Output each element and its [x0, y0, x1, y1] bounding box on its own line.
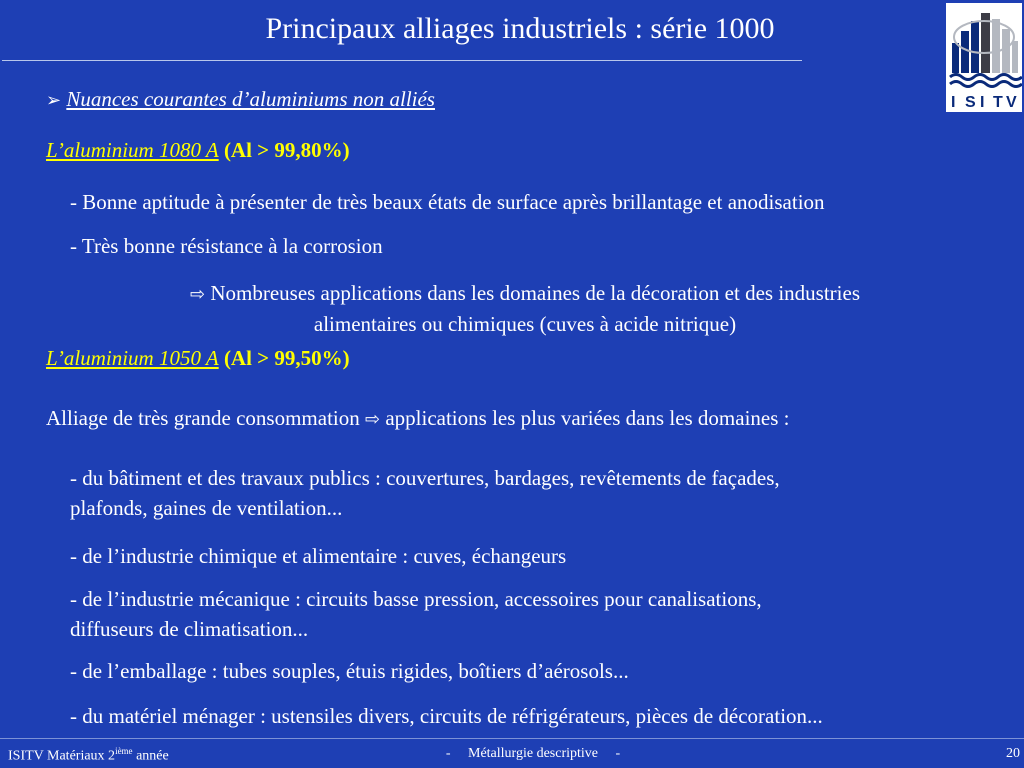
footer-subject: - Métallurgie descriptive -	[445, 746, 621, 761]
alloy-1080-heading	[46, 138, 350, 163]
usage-bullet-line1: - de l’industrie chimique et alimentaire : cuves, échangeurs	[70, 544, 567, 568]
alloy-1050-intro	[46, 406, 790, 431]
alloy-1050-spec: (Al > 99,50%)	[223, 346, 350, 370]
right-arrow-icon: ⇨	[365, 409, 381, 430]
logo-letter: I	[980, 94, 985, 111]
logo-letter: T	[993, 94, 1003, 111]
section-heading	[46, 87, 435, 112]
right-arrow-icon: ⇨	[189, 284, 206, 305]
intro-text-after: applications les plus variées dans les domaines :	[385, 406, 790, 430]
page-number: 20	[1006, 746, 1020, 761]
logo-letter: V	[1006, 94, 1017, 111]
bullet-arrow-icon: ➢	[46, 90, 62, 111]
logo-letter: I	[951, 94, 956, 111]
alloy-1080-bullet: - Très bonne résistance à la corrosion	[70, 234, 383, 258]
footer-course-suffix: année	[132, 748, 169, 764]
alloy-1050-name: L’aluminium 1050 A	[46, 346, 219, 370]
usage-bullet-line1: - du bâtiment et des travaux publics : couvertures, bardages, revêtements de façades,	[70, 466, 780, 490]
logo-letter: S	[965, 94, 976, 111]
alloy-1080-name: L’aluminium 1080 A	[46, 138, 219, 162]
footer-course-prefix: ISITV Matériaux 2	[8, 748, 116, 764]
title-divider	[2, 60, 802, 61]
alloy-1050-heading	[46, 346, 350, 371]
alloy-1080-bullet: - Bonne aptitude à présenter de très beaux états de surface après brillantage et anodisation	[70, 190, 825, 214]
footer-divider	[0, 738, 1024, 739]
usage-bullet-line2: plafonds, gaines de ventilation...	[70, 496, 343, 520]
usage-bullet-line1: - de l’industrie mécanique : circuits basse pression, accessoires pour canalisations,	[70, 587, 762, 611]
slide-title: Principaux alliages industriels : série 1000	[265, 12, 775, 45]
footer-course-superscript: ième	[115, 746, 133, 756]
usage-bullet-line1: - du matériel ménager : ustensiles divers, circuits de réfrigérateurs, pièces de décoration...	[70, 704, 823, 728]
isitv-logo	[946, 3, 1022, 112]
alloy-1080-spec: (Al > 99,80%)	[223, 138, 350, 162]
consequence-text-line1: Nombreuses applications dans les domaines de la décoration et des industries	[210, 281, 860, 305]
usage-bullet-line2: diffuseurs de climatisation...	[70, 617, 309, 641]
consequence-text-line2: alimentaires ou chimiques (cuves à acide nitrique)	[313, 312, 737, 336]
isitv-logo-graphic	[946, 3, 1022, 112]
section-heading-text: Nuances courantes d’aluminiums non alliés	[66, 87, 435, 111]
alloy-1080-consequence	[0, 281, 1024, 306]
usage-bullet-line1: - de l’emballage : tubes souples, étuis rigides, boîtiers d’aérosols...	[70, 659, 629, 683]
intro-text-before: Alliage de très grande consommation	[46, 406, 360, 430]
